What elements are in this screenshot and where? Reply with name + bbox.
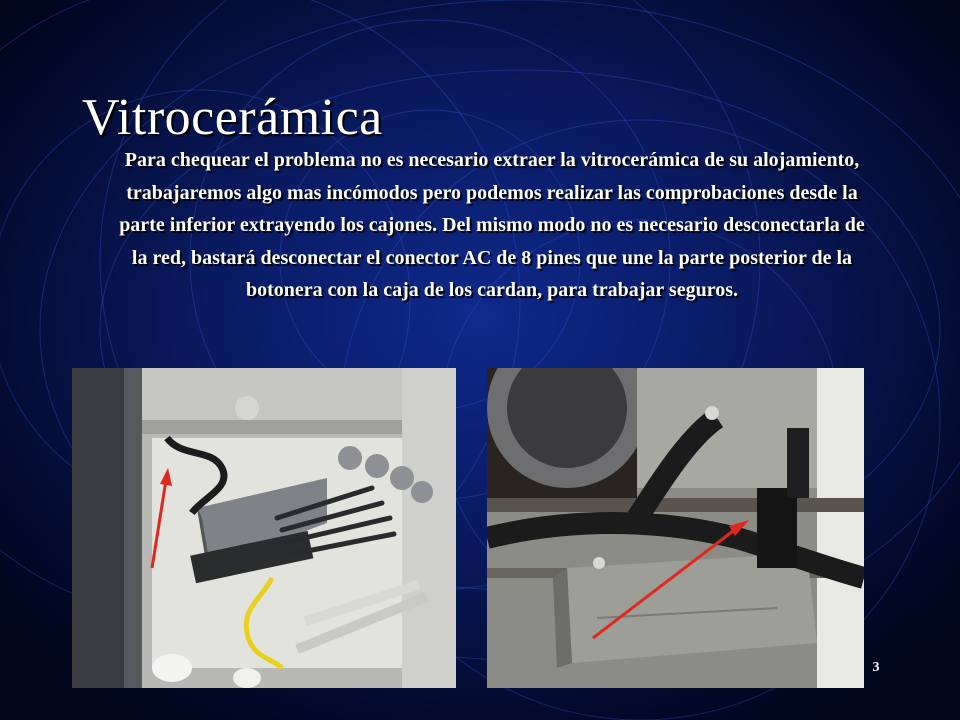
slide-body-text: Para chequear el problema no es necesario extraer la vitrocerámica de su alojamiento, trabajaremos algo mas incómodos pero podemos realizar las comprobaciones desde la parte inferior extrayendo los cajones. Del mismo modo no es necesario desconectarla de la red, bastará desconectar el conector AC de 8 pines que une la parte posterior de la botonera con la caja de los cardan, para trabajar seguros. [119,149,865,301]
photo-cooktop-underside [72,368,456,688]
photo-connector-box [487,368,864,688]
slide-number: 3 [872,660,880,675]
slide-title: Vitrocerámica [82,89,383,146]
